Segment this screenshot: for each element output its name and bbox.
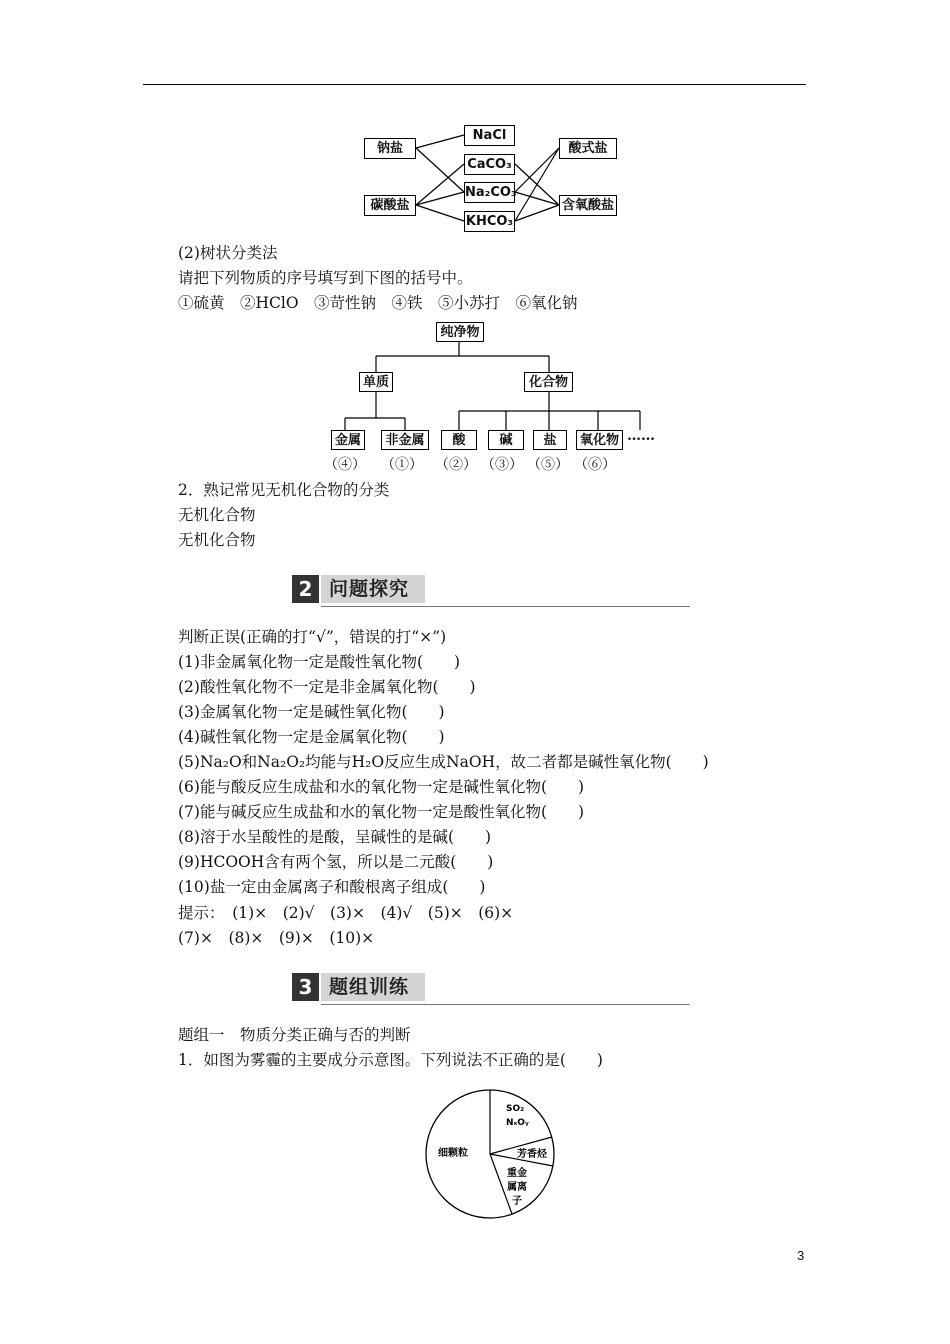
box-carbonate: 碳酸盐 bbox=[364, 195, 416, 216]
pie-label-so2: SO₂ bbox=[506, 1104, 525, 1114]
answer-oxide: （⑥） bbox=[574, 457, 616, 473]
training-question-1: 1．如图为雾霾的主要成分示意图。下列说法不正确的是( ) bbox=[178, 1051, 603, 1069]
question-5: (5)Na₂O和Na₂O₂均能与H₂O反应生成NaOH，故二者都是碱性氧化物( ) bbox=[178, 753, 709, 771]
answer-nonmetal: （①） bbox=[381, 457, 423, 473]
box-caco3: CaCO₃ bbox=[464, 154, 515, 175]
pie-label-nxoy: NₓOᵧ bbox=[506, 1118, 529, 1128]
answer-acid: （②） bbox=[435, 457, 477, 473]
tree-items: ①硫黄 ②HClO ③苛性钠 ④铁 ⑤小苏打 ⑥氧化钠 bbox=[178, 294, 578, 312]
tree-instruction: 请把下列物质的序号填写到下图的括号中。 bbox=[178, 269, 473, 287]
box-oxyacid-salt: 含氧酸盐 bbox=[559, 195, 617, 216]
tree-acid: 酸 bbox=[441, 430, 477, 450]
inorganic-line-2: 无机化合物 bbox=[178, 531, 256, 549]
question-3: (3)金属氧化物一定是碱性氧化物( ) bbox=[178, 703, 445, 721]
section-number: 3 bbox=[292, 973, 319, 1001]
question-8: (8)溶于水呈酸性的是酸，呈碱性的是碱( ) bbox=[178, 828, 492, 846]
box-na2co3: Na₂CO₃ bbox=[464, 182, 515, 203]
inorganic-heading: 2．熟记常见无机化合物的分类 bbox=[178, 481, 390, 499]
pie-label-heavy-metal-1: 重金 bbox=[507, 1168, 527, 1179]
question-2: (2)酸性氧化物不一定是非金属氧化物( ) bbox=[178, 678, 476, 696]
tree-salt: 盐 bbox=[533, 430, 567, 450]
pie-label-aromatic: 芳香烃 bbox=[517, 1149, 547, 1160]
training-group: 题组一 物质分类正确与否的判断 bbox=[178, 1026, 411, 1044]
tree-base: 碱 bbox=[488, 430, 524, 450]
pie-label-heavy-metal-2: 属离 bbox=[507, 1182, 527, 1193]
tree-metal: 金属 bbox=[331, 430, 365, 450]
hint-line-2: (7)× (8)× (9)× (10)× bbox=[178, 929, 375, 947]
pie-label-fine-particle: 细颗粒 bbox=[438, 1148, 468, 1159]
tree-compound: 化合物 bbox=[524, 372, 573, 392]
tree-element: 单质 bbox=[359, 372, 393, 392]
section-title: 题组训练 bbox=[321, 973, 425, 1001]
answer-base: （③） bbox=[481, 457, 523, 473]
question-6: (6)能与酸反应生成盐和水的氧化物一定是碱性氧化物( ) bbox=[178, 778, 585, 796]
box-acid-salt: 酸式盐 bbox=[559, 138, 617, 159]
section-title: 问题探究 bbox=[321, 575, 425, 603]
hint-line-1: 提示： (1)× (2)√ (3)× (4)√ (5)× (6)× bbox=[178, 904, 514, 922]
question-10: (10)盐一定由金属离子和酸根离子组成( ) bbox=[178, 878, 486, 896]
tree-nonmetal: 非金属 bbox=[381, 430, 429, 450]
tree-dots: …… bbox=[627, 428, 655, 444]
answer-salt: （⑤） bbox=[527, 457, 569, 473]
box-sodium-salt: 钠盐 bbox=[364, 138, 416, 159]
question-4: (4)碱性氧化物一定是金属氧化物( ) bbox=[178, 728, 445, 746]
judge-intro: 判断正误(正确的打“√”，错误的打“×”) bbox=[178, 628, 447, 646]
question-9: (9)HCOOH含有两个氢，所以是二元酸( ) bbox=[178, 853, 494, 871]
box-nacl: NaCl bbox=[464, 125, 515, 146]
tree-method-title: (2)树状分类法 bbox=[178, 244, 278, 262]
box-khco3: KHCO₃ bbox=[464, 211, 515, 232]
tree-root: 纯净物 bbox=[436, 322, 484, 342]
inorganic-line-1: 无机化合物 bbox=[178, 506, 256, 524]
pie-label-heavy-metal-3: 子 bbox=[512, 1196, 522, 1207]
question-1: (1)非金属氧化物一定是酸性氧化物( ) bbox=[178, 653, 461, 671]
answer-metal: （④） bbox=[324, 457, 366, 473]
section-number: 2 bbox=[292, 575, 319, 603]
tree-oxide: 氧化物 bbox=[576, 430, 623, 450]
page-number: 3 bbox=[797, 1248, 805, 1263]
question-7: (7)能与碱反应生成盐和水的氧化物一定是酸性氧化物( ) bbox=[178, 803, 585, 821]
